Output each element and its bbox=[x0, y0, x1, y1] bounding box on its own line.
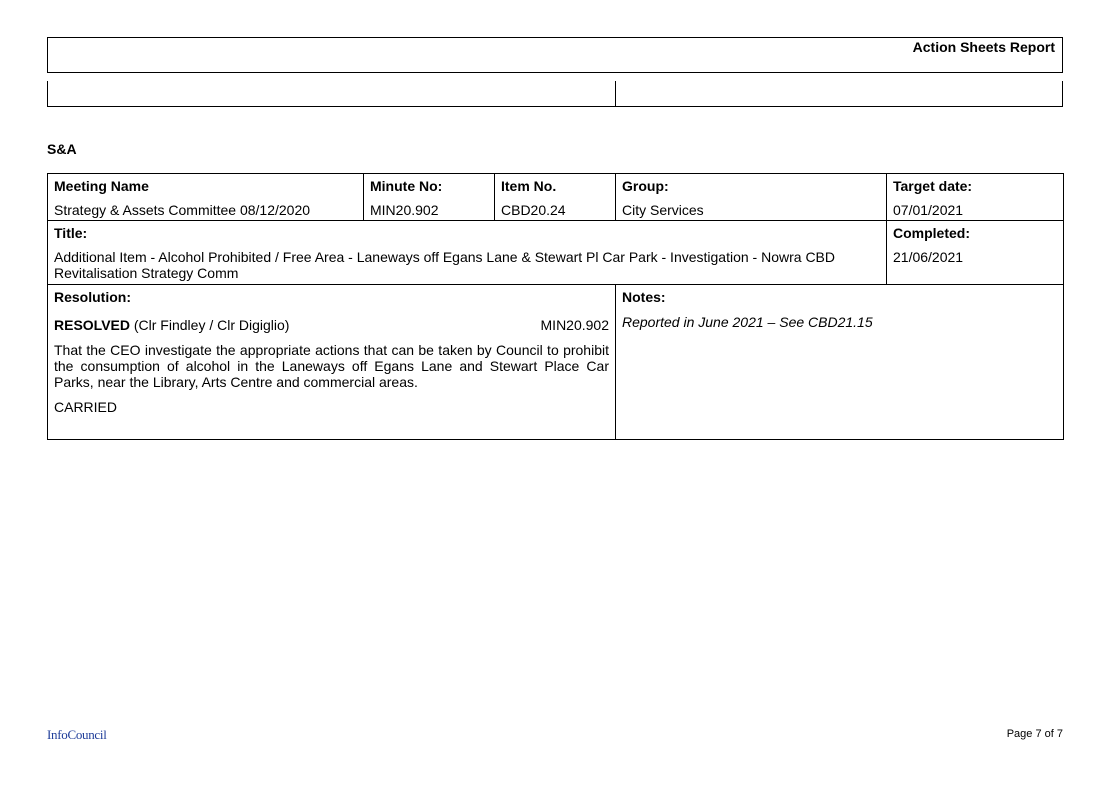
notes-label: Notes: bbox=[622, 289, 666, 305]
resolution-body: That the CEO investigate the appropriate actions that can be taken by Council to prohibit the consumption of alcohol in the Laneways off Egans Lane and Stewart Place Car Parks, near the Library, Arts Centre and commercial areas. bbox=[54, 342, 609, 390]
report-header bbox=[47, 37, 1063, 73]
resolution-label: Resolution: bbox=[54, 289, 131, 305]
title-cell bbox=[48, 221, 887, 285]
action-sheet-table bbox=[47, 173, 1064, 440]
completed-value: 21/06/2021 bbox=[893, 249, 964, 265]
column-divider bbox=[615, 81, 616, 106]
resolution-outcome: CARRIED bbox=[54, 399, 118, 415]
infocouncil-logo: InfoCouncil bbox=[47, 727, 107, 742]
meeting-details-row bbox=[48, 174, 1064, 221]
minute-no-value: MIN20.902 bbox=[370, 202, 439, 218]
title-label: Title: bbox=[54, 225, 88, 241]
notes-cell bbox=[616, 285, 1064, 440]
resolved-word: RESOLVED bbox=[54, 317, 130, 333]
item-no-cell bbox=[495, 174, 616, 221]
meeting-name-value: Strategy & Assets Committee 08/12/2020 bbox=[54, 202, 311, 218]
minute-no-cell bbox=[364, 174, 495, 221]
report-title: Action Sheets Report bbox=[912, 39, 1055, 55]
page-number: Page 7 of 7 bbox=[1006, 728, 1063, 740]
section-label: S&A bbox=[47, 141, 77, 157]
target-date-value: 07/01/2021 bbox=[893, 202, 964, 218]
resolution-minute-ref: MIN20.902 bbox=[540, 317, 609, 333]
meeting-name-cell bbox=[48, 174, 364, 221]
minute-no-label: Minute No: bbox=[370, 178, 443, 194]
resolution-header bbox=[54, 317, 609, 333]
meeting-name-label: Meeting Name bbox=[54, 178, 149, 194]
resolution-movers: (Clr Findley / Clr Digiglio) bbox=[133, 317, 290, 333]
title-value: Additional Item - Alcohol Prohibited / Free Area - Laneways off Egans Lane & Stewart Pl Car Park - Investigation - Nowra CBD Revitalisation Strategy Comm bbox=[54, 249, 836, 281]
completed-label: Completed: bbox=[893, 225, 970, 241]
group-label: Group: bbox=[622, 178, 669, 194]
group-cell bbox=[616, 174, 887, 221]
target-date-label: Target date: bbox=[893, 178, 973, 194]
completed-cell bbox=[887, 221, 1064, 285]
notes-text: Reported in June 2021 – See CBD21.15 bbox=[622, 314, 873, 330]
previous-table-row bbox=[47, 81, 1063, 107]
title-row bbox=[48, 221, 1064, 285]
resolution-row bbox=[48, 285, 1064, 440]
item-no-value: CBD20.24 bbox=[501, 202, 566, 218]
target-date-cell bbox=[887, 174, 1064, 221]
resolution-cell bbox=[48, 285, 616, 440]
item-no-label: Item No. bbox=[501, 178, 557, 194]
group-value: City Services bbox=[622, 202, 704, 218]
